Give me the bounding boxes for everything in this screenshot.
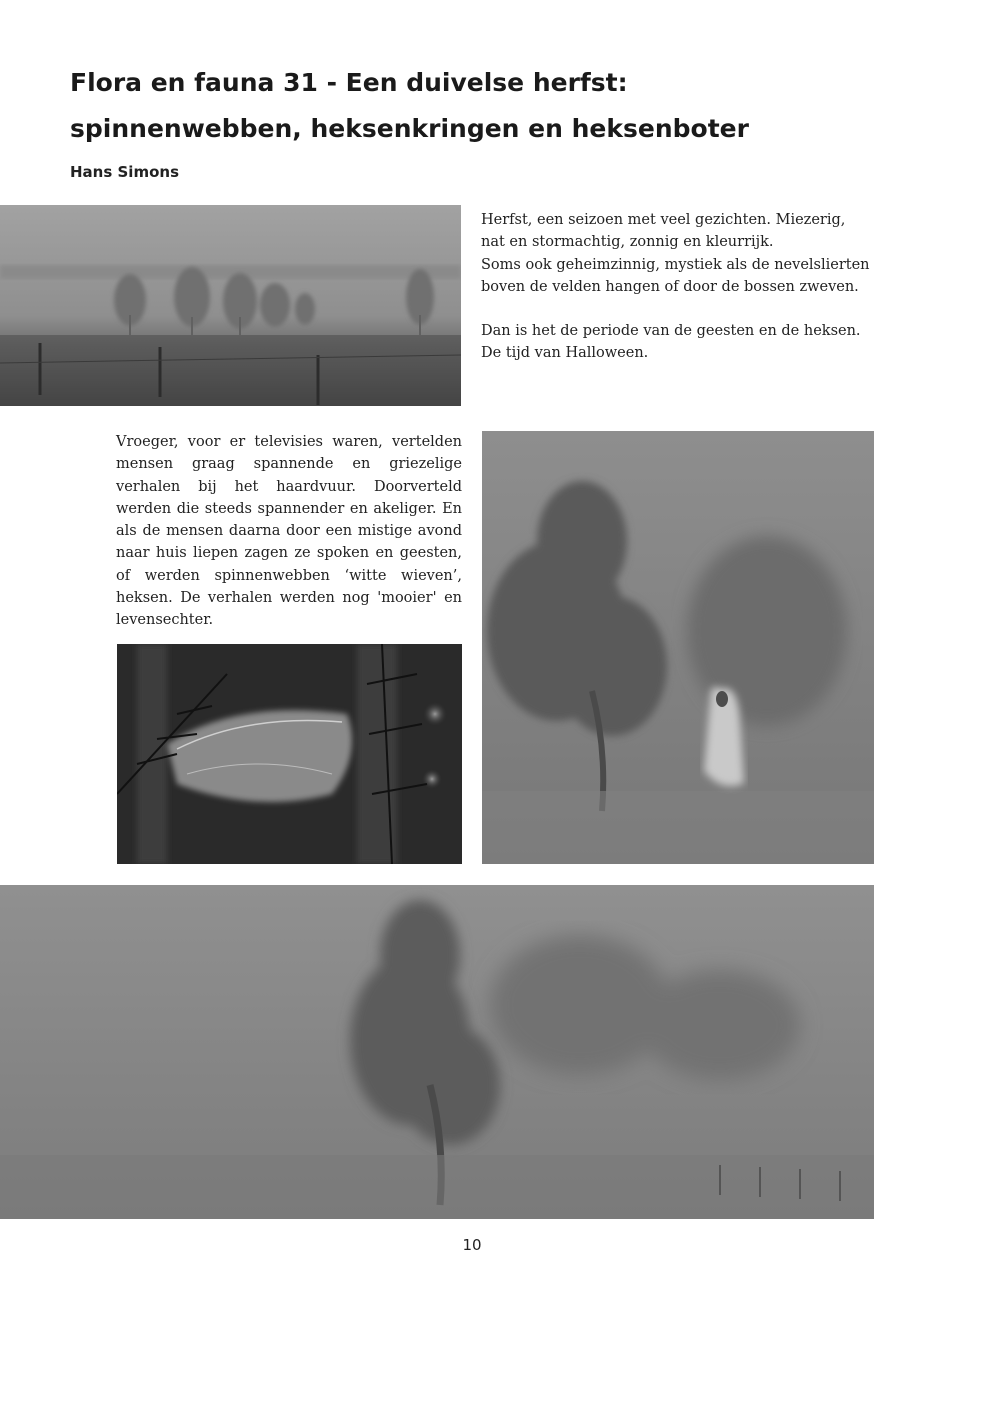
intro-text: [481, 209, 876, 365]
page-number: 10: [462, 1236, 482, 1254]
article-author: Hans Simons: [70, 163, 179, 181]
photo-spider-web: [117, 644, 462, 864]
intro-paragraph-2: [481, 320, 876, 365]
photo-misty-field: [0, 205, 461, 406]
intro-line-1: Herfst, een seizoen met veel gezichten. Miezerig,: [481, 212, 846, 228]
intro-line-4: boven de velden hangen of door de bossen zweven.: [481, 278, 859, 295]
intro-line-6: De tijd van Halloween.: [481, 345, 649, 362]
article-title-line-1: Flora en fauna 31 - Een duivelse herfst:: [70, 68, 628, 97]
article-title-line-2: spinnenwebben, heksenkringen en heksenboter: [70, 114, 749, 143]
photo-ghost-in-fog: [482, 431, 874, 864]
photo-willow-in-fog: [0, 885, 874, 1219]
story-paragraph: Vroeger, voor er televisies waren, vertelden mensen graag spannende en griezelige verhalen bij het haardvuur. Doorverteld werden die steeds spannender en akeliger. En als de mensen daarna door een mistige avond naar huis liepen zagen ze spoken en geesten, of werden spinnenwebben ‘witte wieven’, heksen. De verhalen werden nog 'mooier' en levensechter.: [116, 434, 462, 629]
intro-line-3: Soms ook geheimzinnig, mystiek als de nevelslierten: [481, 256, 870, 273]
intro-paragraph-1: [481, 209, 876, 298]
intro-line-2: nat en stormachtig, zonnig en kleurrijk.: [481, 234, 774, 251]
article-title: [70, 60, 950, 152]
intro-line-5: Dan is het de periode van de geesten en de heksen.: [481, 323, 861, 340]
